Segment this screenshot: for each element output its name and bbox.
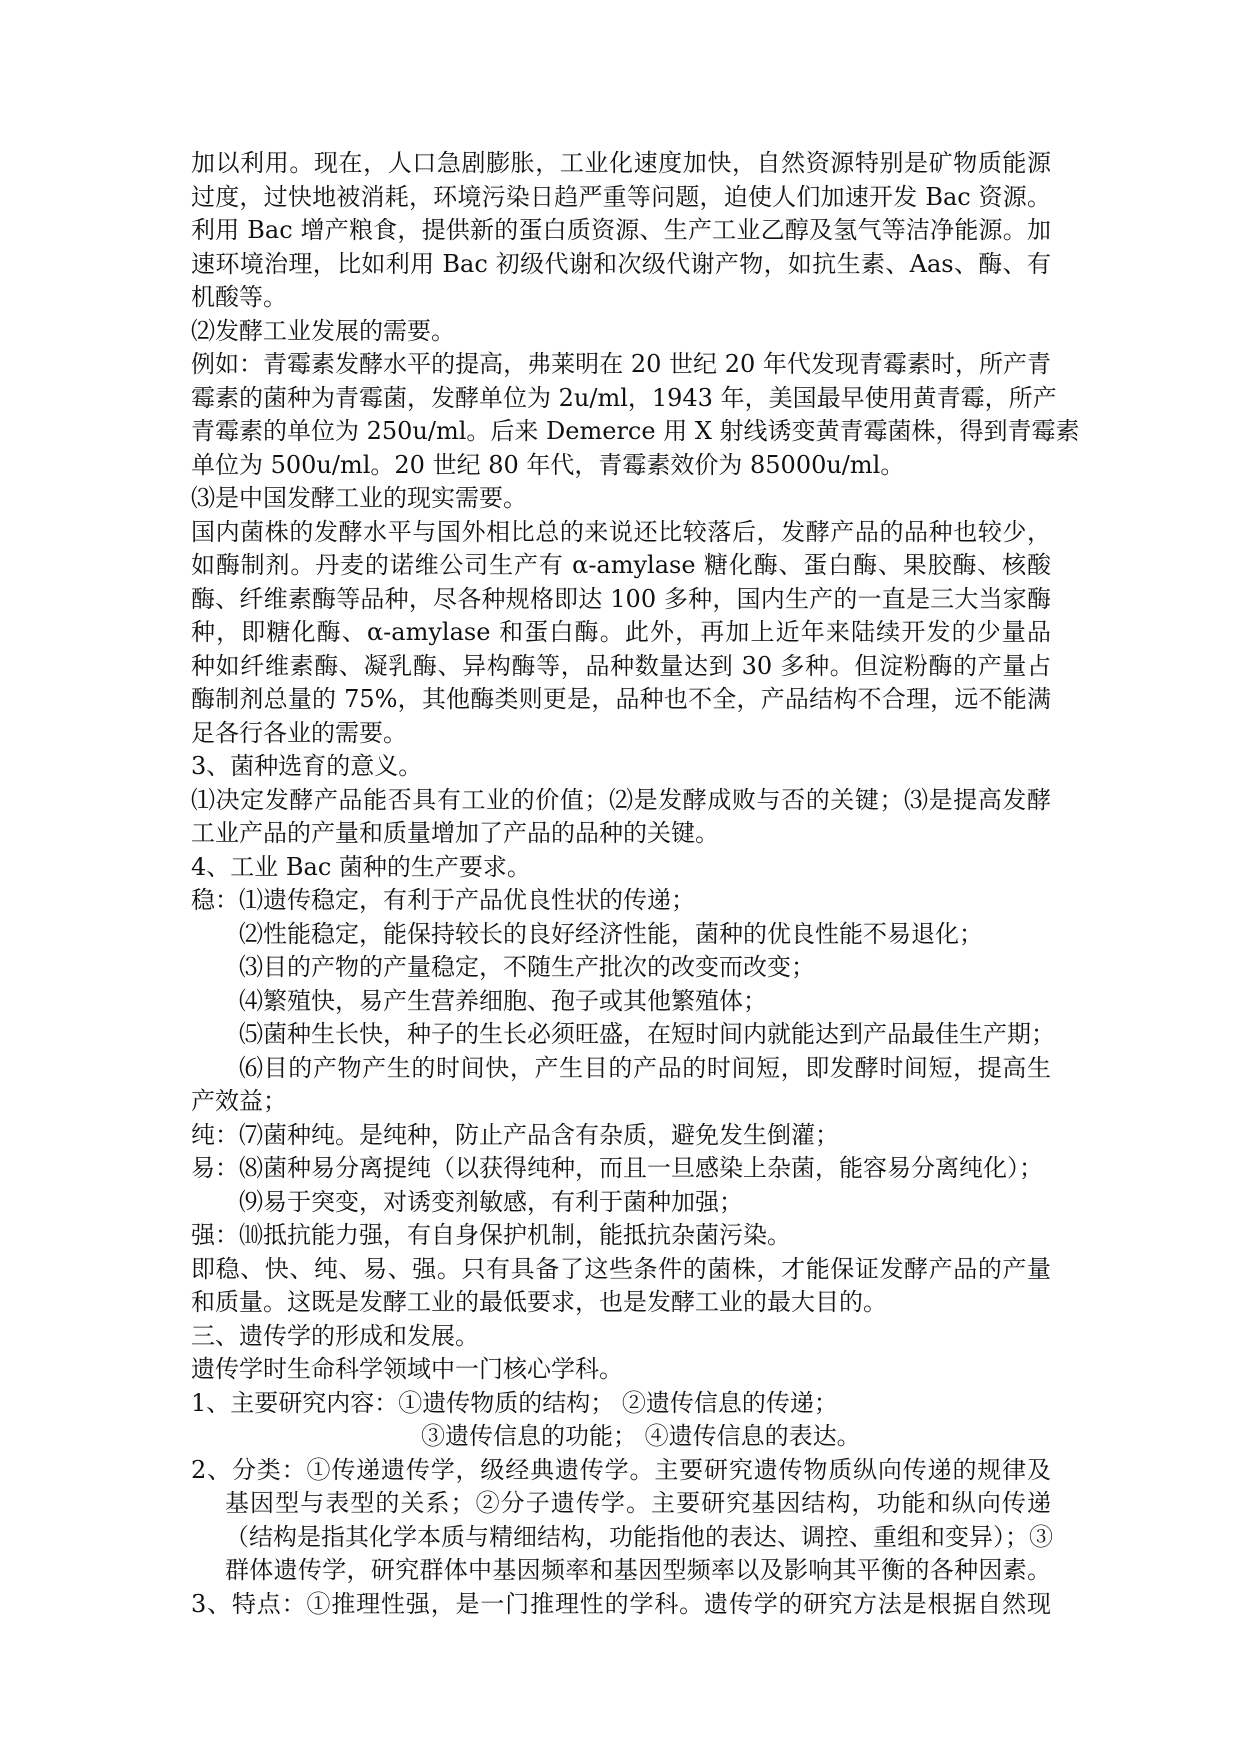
section-heading: ⑶是中国发酵工业的现实需要。 (191, 484, 527, 512)
paragraph-line: 种如纤维素酶、凝乳酶、异构酶等，品种数量达到 30 多种。但淀粉酶的产量占 (191, 651, 1051, 680)
list-item: （结构是指其化学本质与精细结构，功能指他的表达、调控、重组和变异）；③ (225, 1522, 1053, 1551)
paragraph-line: 单位为 500u/ml。20 世纪 80 年代，青霉素效价为 85000u/ml。 (191, 450, 905, 479)
list-item: ⑷繁殖快，易产生营养细胞、孢子或其他繁殖体； (239, 986, 767, 1015)
section-heading: 3、菌种选育的意义。 (191, 752, 423, 780)
paragraph-line: 即稳、快、纯、易、强。只有具备了这些条件的菌株，才能保证发酵产品的产量 (191, 1254, 1051, 1283)
list-item: 群体遗传学，研究群体中基因频率和基因型频率以及影响其平衡的各种因素。 (225, 1556, 1051, 1584)
section-heading: 三、遗传学的形成和发展。 (191, 1321, 479, 1350)
list-item: 纯：⑺菌种纯。是纯种，防止产品含有杂质，避免发生倒灌； (191, 1120, 839, 1149)
list-item: 易：⑻菌种易分离提纯（以获得纯种，而且一旦感染上杂菌，能容易分离纯化）； (191, 1154, 1043, 1182)
paragraph-line: 遗传学时生命科学领域中一门核心学科。 (191, 1355, 623, 1383)
paragraph-line: 过度，过快地被消耗，环境污染日趋严重等问题，迫使人们加速开发 Bac 资源。 (191, 182, 1051, 211)
list-item: ③遗传信息的功能； ④遗传信息的表达。 (421, 1422, 861, 1450)
paragraph-line: 酶制剂总量的 75%，其他酶类则更是，品种也不全，产品结构不合理，远不能满 (191, 685, 1051, 713)
paragraph-line: 速环境治理，比如利用 Bac 初级代谢和次级代谢产物，如抗生素、Aas、酶、有 (191, 249, 1051, 278)
document-page (191, 147, 1080, 1621)
list-item: ⑼易于突变，对诱变剂敏感，有利于菌种加强； (239, 1187, 743, 1216)
paragraph-line: 机酸等。 (191, 283, 287, 311)
list-item: 基因型与表型的关系；②分子遗传学。主要研究基因结构，功能和纵向传递 (225, 1489, 1051, 1517)
paragraph-line: 和质量。这既是发酵工业的最低要求，也是发酵工业的最大目的。 (191, 1288, 887, 1316)
list-item: ⑹目的产物产生的时间快，产生目的产品的时间短，即发酵时间短，提高生 (239, 1053, 1051, 1082)
list-item: 稳：⑴遗传稳定，有利于产品优良性状的传递； (191, 886, 695, 914)
paragraph-line: 国内菌株的发酵水平与国外相比总的来说还比较落后，发酵产品的品种也较少， (191, 517, 1051, 546)
paragraph-line: 种，即糖化酶、α-amylase 和蛋白酶。此外，再加上近年来陆续开发的少量品 (191, 618, 1051, 646)
list-item: 强：⑽抵抗能力强，有自身保护机制，能抵抗杂菌污染。 (191, 1221, 791, 1249)
paragraph-line: 霉素的菌种为青霉菌，发酵单位为 2u/ml，1943 年，美国最早使用黄青霉，所产 (191, 383, 1057, 412)
list-item: 3、特点：①推理性强，是一门推理性的学科。遗传学的研究方法是根据自然现 (191, 1589, 1051, 1618)
list-item: ⑶目的产物的产量稳定，不随生产批次的改变而改变； (239, 953, 815, 981)
list-item: 1、主要研究内容：①遗传物质的结构； ②遗传信息的传递； (191, 1388, 838, 1417)
paragraph-line: 如酶制剂。丹麦的诺维公司生产有 α-amylase 糖化酶、蛋白酶、果胶酶、核酸 (191, 551, 1051, 579)
paragraph-line: 酶、纤维素酶等品种，尽各种规格即达 100 多种，国内生产的一直是三大当家酶 (191, 584, 1051, 613)
paragraph-line: 利用 Bac 增产粮食，提供新的蛋白质资源、生产工业乙醇及氢气等洁净能源。加 (191, 216, 1051, 244)
list-item: 产效益； (191, 1087, 287, 1115)
section-heading: ⑵发酵工业发展的需要。 (191, 316, 455, 345)
paragraph-line: 足各行各业的需要。 (191, 718, 407, 747)
paragraph-line: 工业产品的产量和质量增加了产品的品种的关键。 (191, 819, 719, 847)
list-item: 2、分类：①传递遗传学，级经典遗传学。主要研究遗传物质纵向传递的规律及 (191, 1455, 1051, 1484)
section-heading: 4、工业 Bac 菌种的生产要求。 (191, 852, 531, 881)
paragraph-line: 青霉素的单位为 250u/ml。后来 Demerce 用 X 射线诱变黄青霉菌株，得到青霉素 (191, 417, 1080, 445)
paragraph-line: 加以利用。现在，人口急剧膨胀，工业化速度加快，自然资源特别是矿物质能源 (191, 149, 1051, 177)
list-item: ⑸菌种生长快，种子的生长必须旺盛，在短时间内就能达到产品最佳生产期； (239, 1020, 1055, 1048)
list-item: ⑵性能稳定，能保持较长的良好经济性能，菌种的优良性能不易退化； (239, 919, 983, 948)
paragraph-line: 例如：青霉素发酵水平的提高，弗莱明在 20 世纪 20 年代发现青霉素时，所产青 (191, 350, 1051, 378)
paragraph-line: ⑴决定发酵产品能否具有工业的价值；⑵是发酵成败与否的关键；⑶是提高发酵 (191, 785, 1051, 814)
